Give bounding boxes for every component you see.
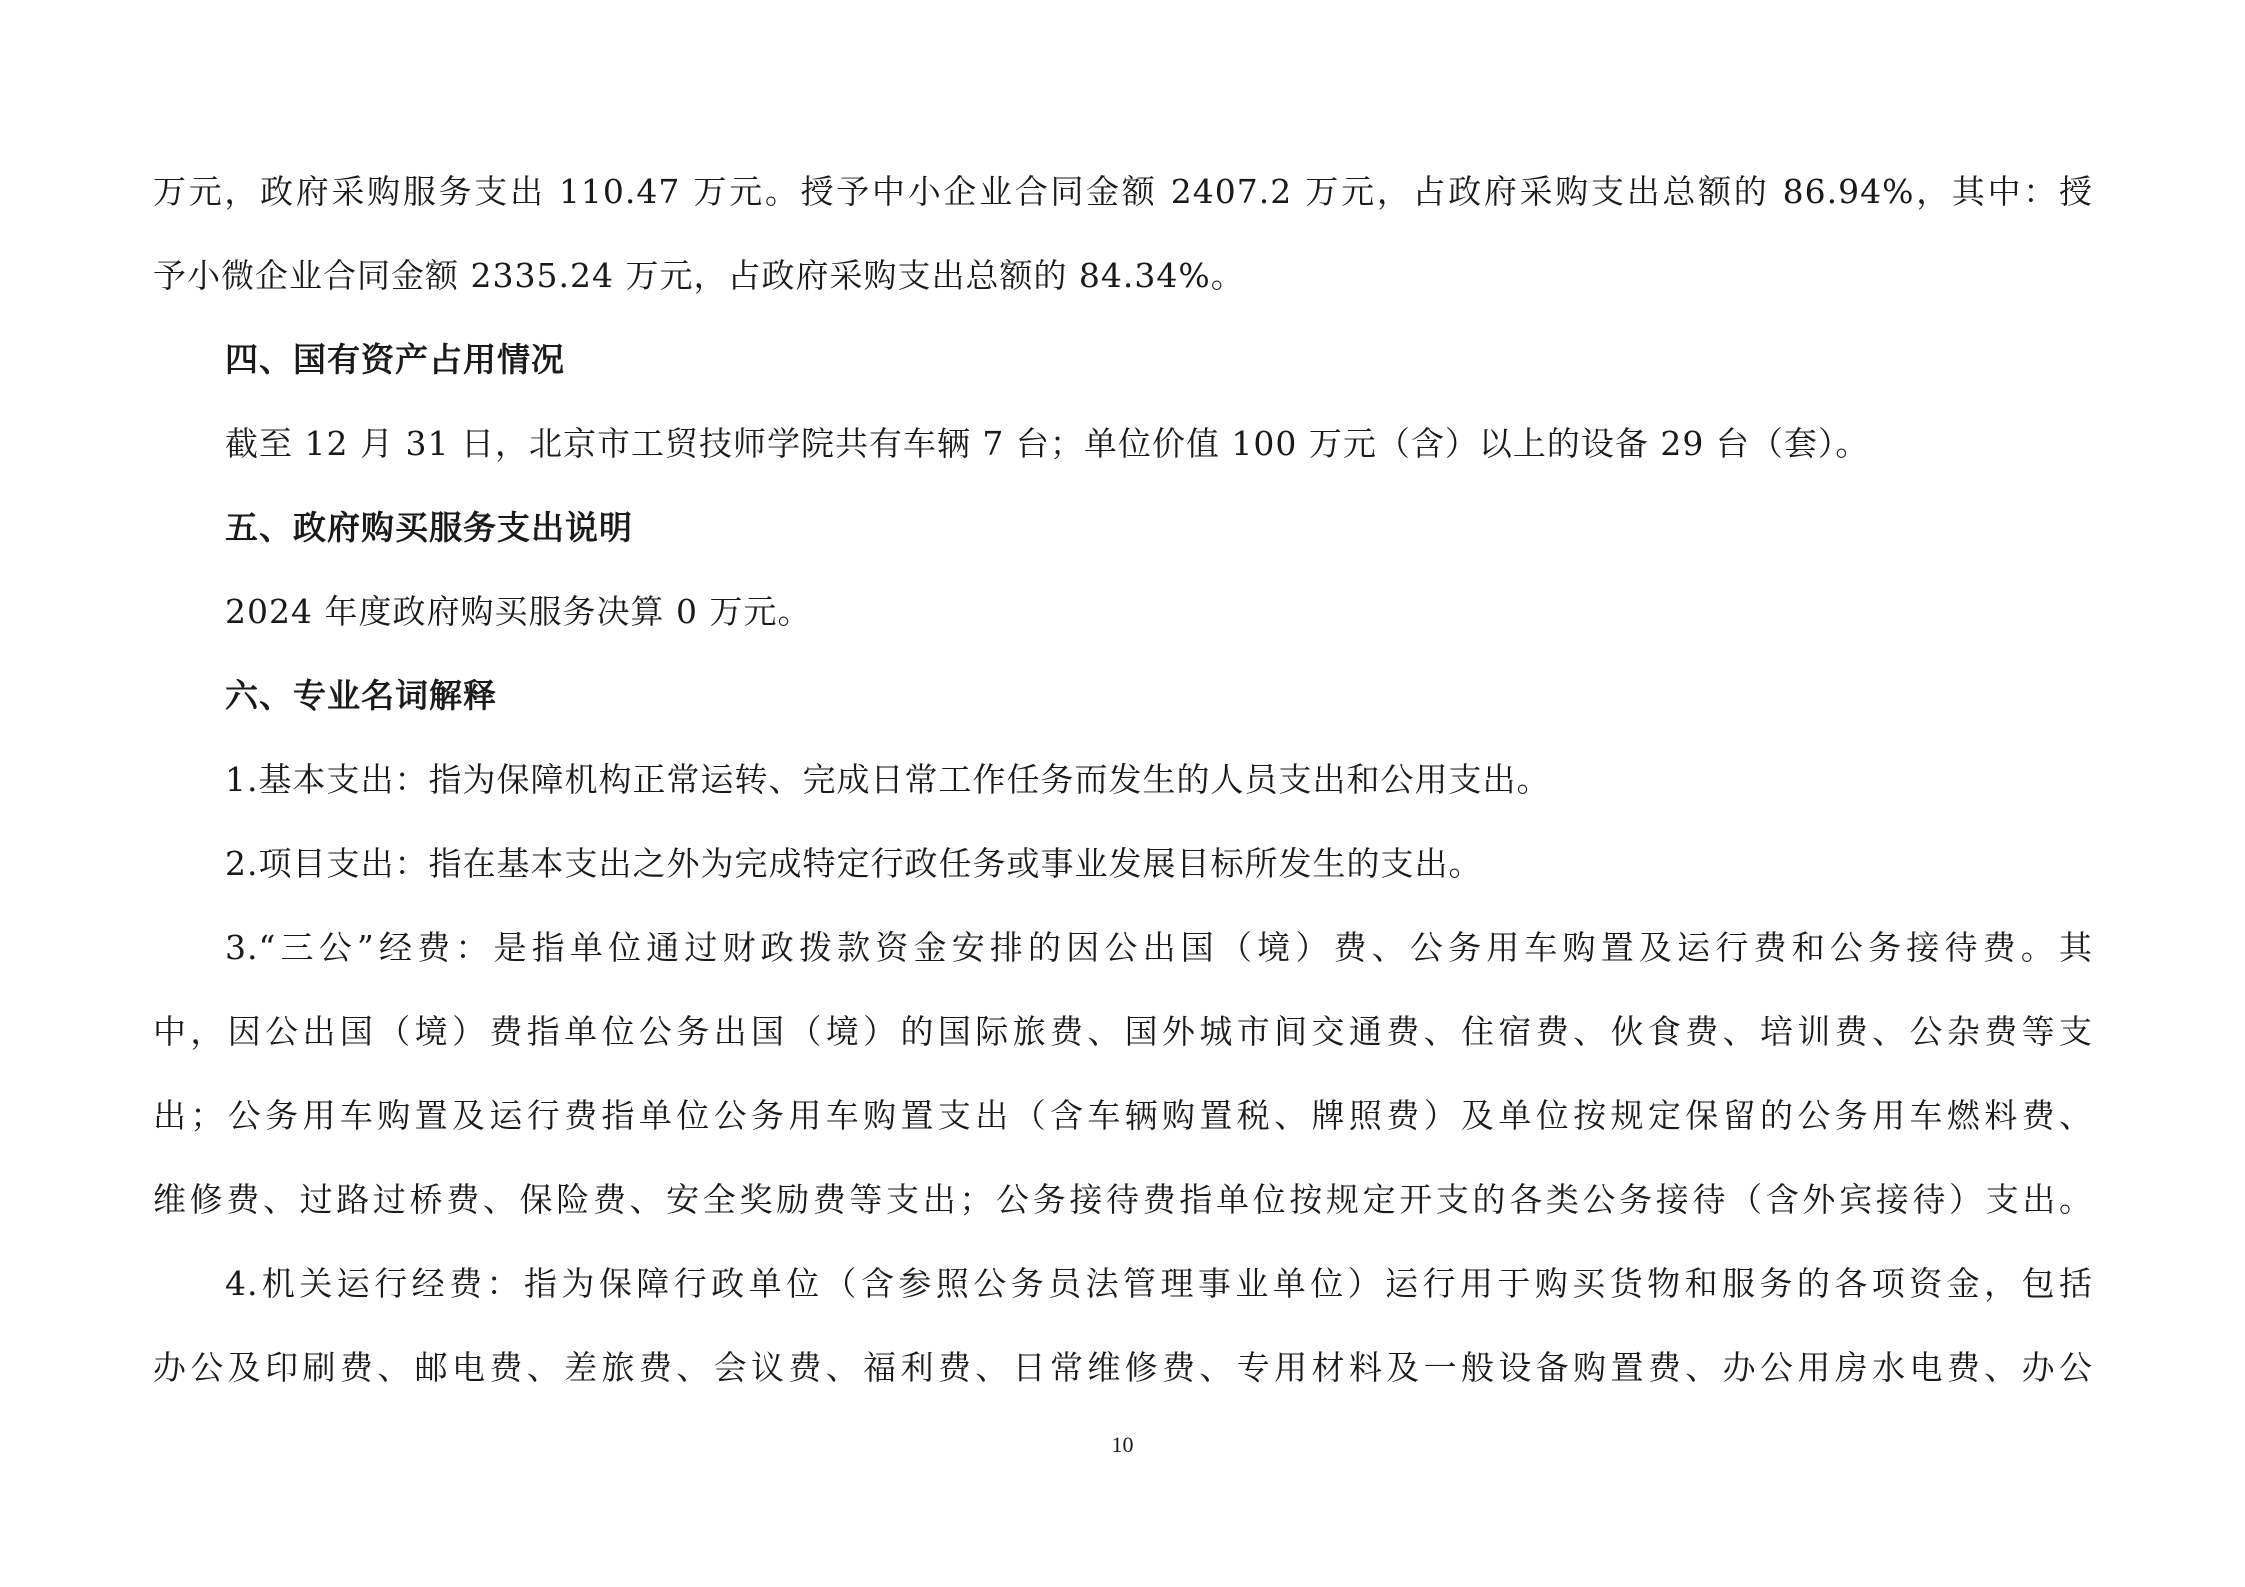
paragraph-line: 予小微企业合同金额 2335.24 万元，占政府采购支出总额的 84.34%。 (153, 256, 1245, 295)
section-heading-terms: 六、专业名词解释 (225, 676, 497, 715)
paragraph-services: 2024 年度政府购买服务决算 0 万元。 (225, 592, 812, 631)
page-number: 10 (1111, 1432, 1134, 1457)
paragraph-line: 万元，政府采购服务支出 110.47 万元。授予中小企业合同金额 2407.2 万元，占政府采购支出总额的 86.94%，其中：授 (153, 172, 2093, 211)
term-operating-funds-line: 办公及印刷费、邮电费、差旅费、会议费、福利费、日常维修费、专用材料及一般设备购置费、办公用房水电费、办公 (153, 1348, 2093, 1387)
term-three-public-line: 出；公务用车购置及运行费指单位公务用车购置支出（含车辆购置税、牌照费）及单位按规定保留的公务用车燃料费、 (153, 1096, 2093, 1135)
term-three-public-line: 维修费、过路过桥费、保险费、安全奖励费等支出；公务接待费指单位按规定开支的各类公务接待（含外宾接待）支出。 (153, 1180, 2093, 1219)
section-heading-services: 五、政府购买服务支出说明 (225, 508, 633, 547)
term-three-public-line: 中，因公出国（境）费指单位公务出国（境）的国际旅费、国外城市间交通费、住宿费、伙食费、培训费、公杂费等支 (153, 1012, 2093, 1051)
term-three-public-line: 3.“三公”经费：是指单位通过财政拨款资金安排的因公出国（境）费、公务用车购置及运行费和公务接待费。其 (225, 928, 2093, 967)
paragraph-assets: 截至 12 月 31 日，北京市工贸技师学院共有车辆 7 台；单位价值 100 万元（含）以上的设备 29 台（套）。 (225, 424, 1870, 463)
section-heading-assets: 四、国有资产占用情况 (225, 340, 565, 379)
term-basic-expenditure: 1.基本支出：指为保障机构正常运转、完成日常工作任务而发生的人员支出和公用支出。 (225, 760, 1551, 799)
term-project-expenditure: 2.项目支出：指在基本支出之外为完成特定行政任务或事业发展目标所发生的支出。 (225, 844, 1483, 883)
term-operating-funds-line: 4.机关运行经费：指为保障行政单位（含参照公务员法管理事业单位）运行用于购买货物和服务的各项资金，包括 (225, 1264, 2093, 1303)
